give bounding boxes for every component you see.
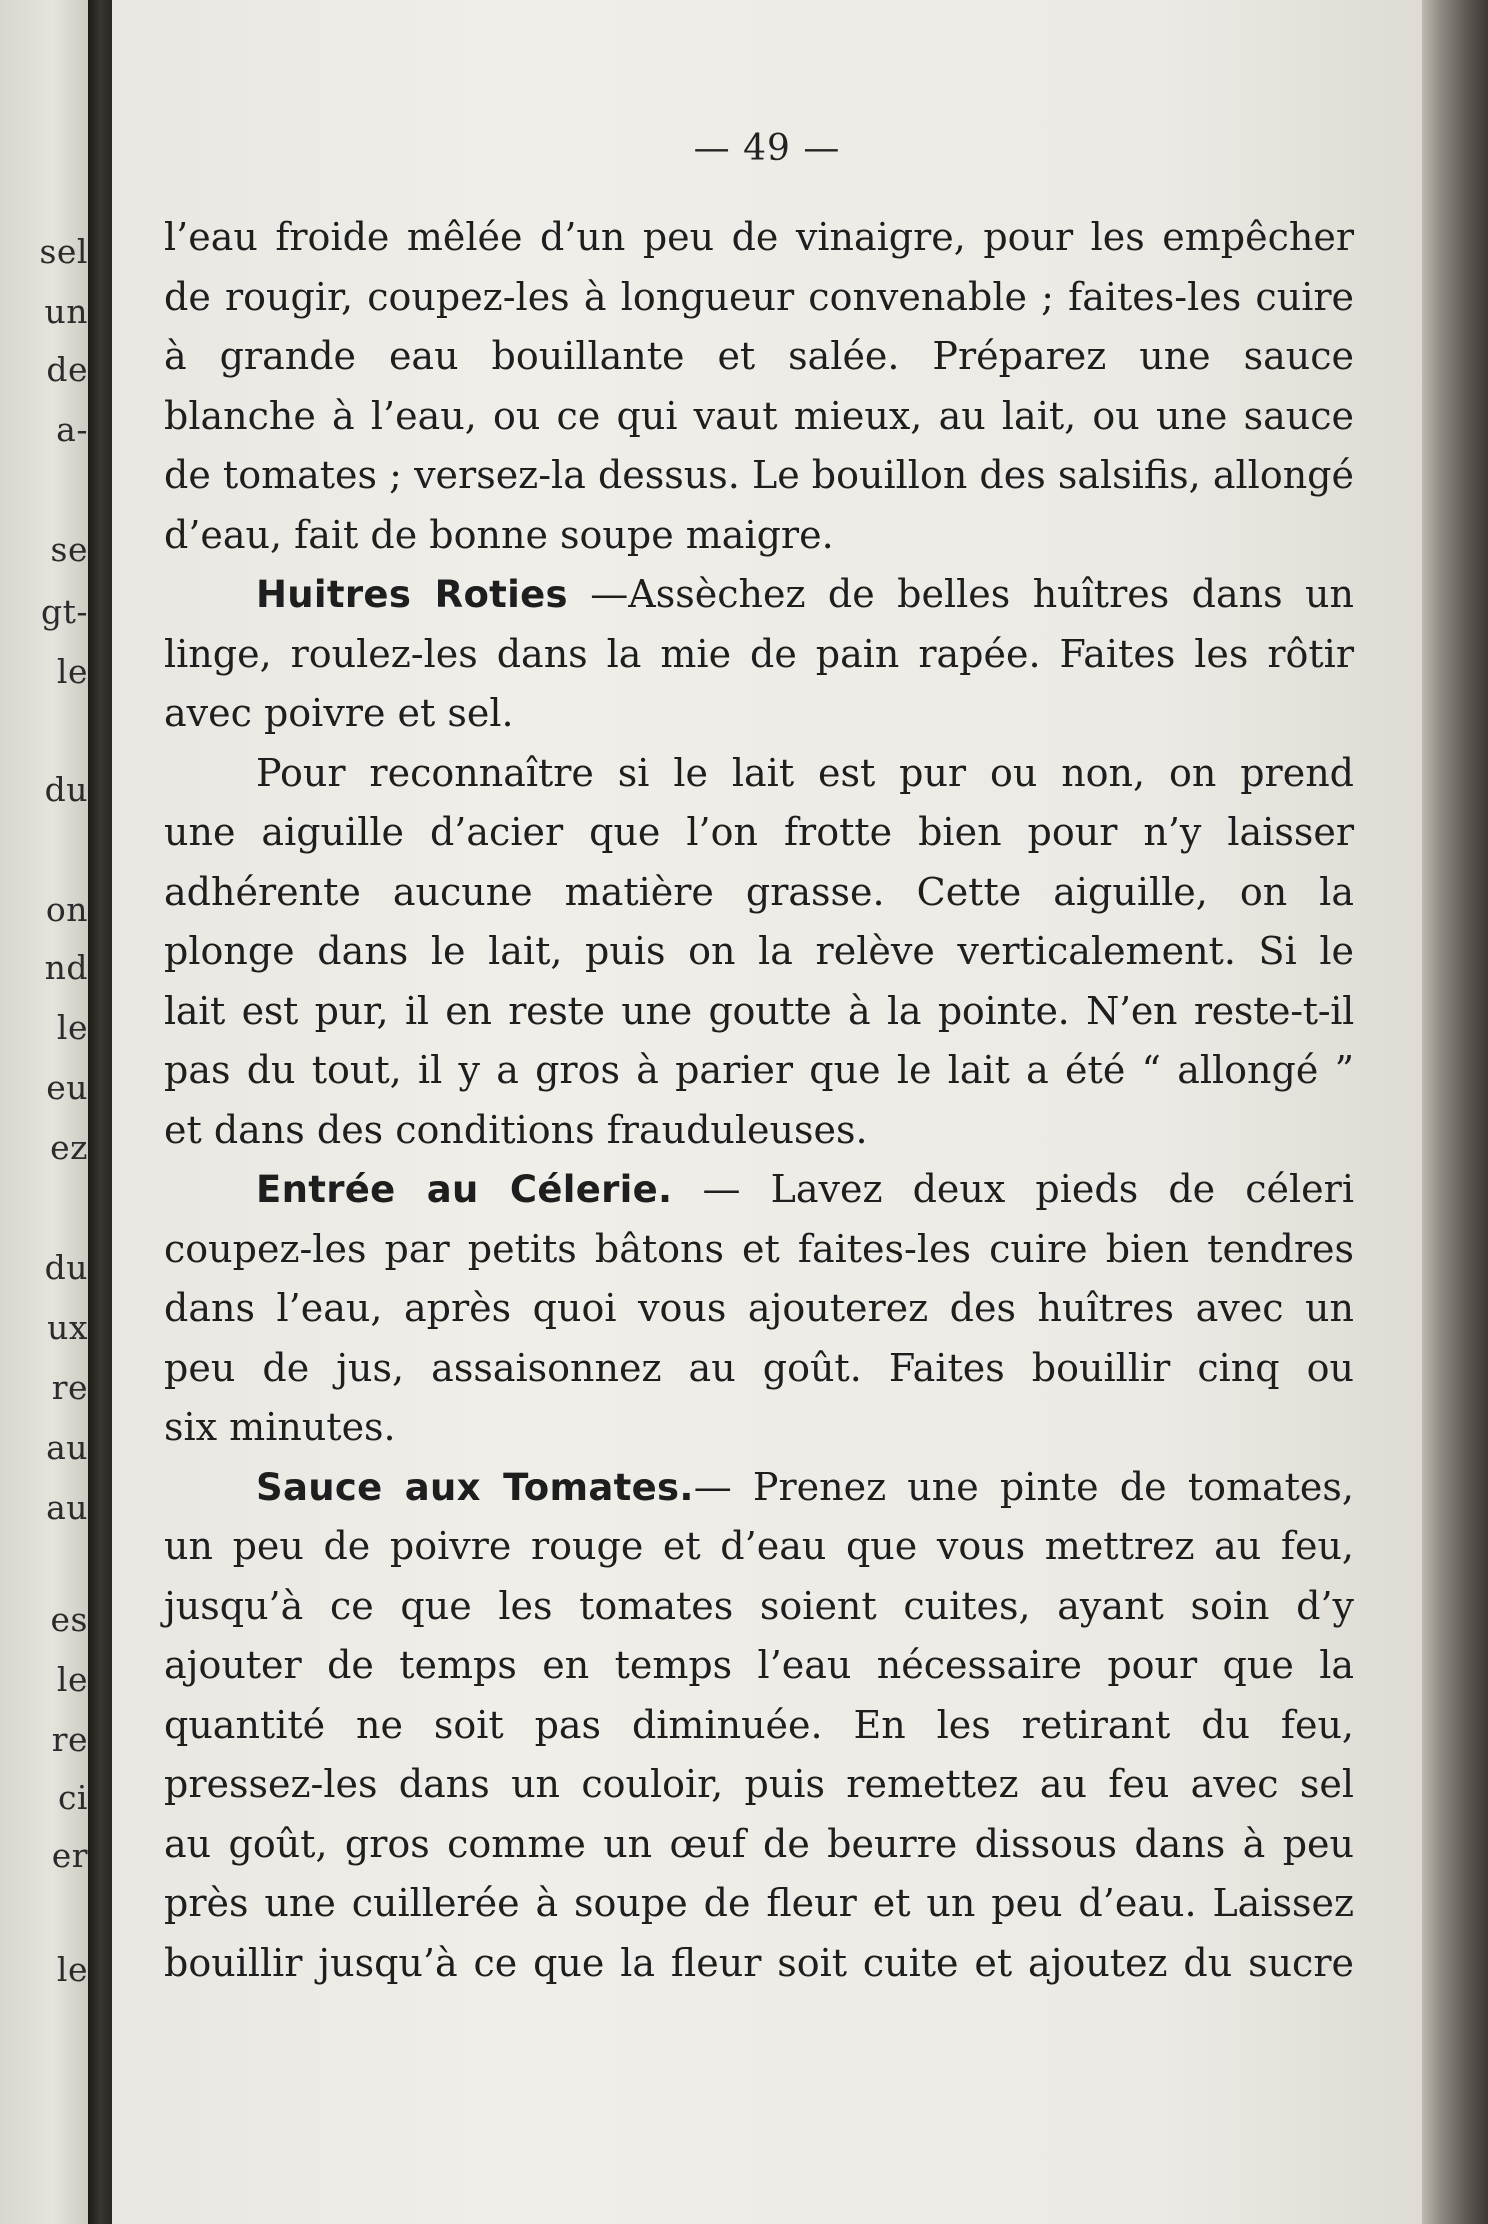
facing-page-fragment: a- [56,410,88,449]
text-line: lait est pur, il en reste une goutte à la pointe. N’en reste-t-il [164,988,1354,1033]
recipe-heading-huitres-roties: Huitres Roties [256,573,568,616]
paragraph-first-line: Pour reconnaître si le lait est pur ou non, on prend [256,750,1354,795]
text-line: jusqu’à ce que les tomates soient cuites, ayant soin d’y [164,1583,1354,1628]
text-line: de tomates ; versez-la dessus. Le bouillon des salsifis, allongé [164,453,1354,497]
text-line: et dans des conditions frauduleuses. [164,1107,868,1152]
facing-page-fragment: eu [46,1068,88,1107]
facing-page-fragment: re [51,1720,88,1759]
page-stack-edge [1422,0,1488,2224]
text-line: près une cuillerée à soupe de fleur et un peu d’eau. Laissez [164,1881,1354,1925]
recipe-first-line [164,1458,1354,1518]
facing-page-fragment: sel [39,232,88,271]
facing-page-fragment: du [44,1248,88,1287]
text-line: pas du tout, il y a gros à parier que le lait a été “ allongé ” [164,1048,1354,1092]
text-line: au goût, gros comme un œuf de beurre dissous dans à peu [164,1821,1354,1866]
facing-page-fragment: nd [44,948,88,987]
facing-page-fragment: le [56,1660,88,1699]
facing-page-fragment: se [50,530,88,569]
facing-page-fragment: du [44,770,88,809]
text-line: six minutes. [164,1405,396,1449]
facing-page-fragment: un [44,292,88,331]
text-line: de rougir, coupez-les à longueur convenable ; faites-les cuire [164,274,1354,319]
text-line: à grande eau bouillante et salée. Préparez une sauce [164,334,1354,378]
facing-page-edge [0,0,88,2224]
text-line: d’eau, fait de bonne soupe maigre. [164,512,834,557]
text-line: pressez-les dans un couloir, puis remettez au feu avec sel [164,1762,1354,1806]
text-line: coupez-les par petits bâtons et faites-les cuire bien tendres [164,1226,1354,1271]
text-line: ajouter de temps en temps l’eau nécessaire pour que la [164,1643,1354,1687]
facing-page-fragment: ez [50,1128,88,1167]
text-line: linge, roulez-les dans la mie de pain rapée. Faites les rôtir [164,631,1354,676]
facing-page-fragment: de [46,350,88,389]
page-text [164,208,1354,1993]
facing-page-fragment: re [51,1368,88,1407]
text-line: une aiguille d’acier que l’on frotte bien pour n’y laisser [164,810,1354,854]
text-line: un peu de poivre rouge et d’eau que vous mettrez au feu, [164,1524,1354,1568]
text-line: peu de jus, assaisonnez au goût. Faites bouillir cinq ou [164,1345,1354,1390]
text-line: plonge dans le lait, puis on la relève verticalement. Si le [164,929,1354,973]
text-line: bouillir jusqu’à ce que la fleur soit cuite et ajoutez du sucre [164,1940,1354,1985]
facing-page-fragment: ux [47,1308,88,1347]
text-line: blanche à l’eau, ou ce qui vaut mieux, au lait, ou une sauce [164,393,1354,438]
facing-page-fragment: es [50,1600,88,1639]
book-page [112,0,1422,2224]
recipe-heading-entree-au-celerie: Entrée au Célerie. [256,1168,673,1211]
book-gutter [88,0,112,2224]
facing-page-fragment: le [56,1008,88,1047]
recipe-first-line [164,565,1354,625]
facing-page-fragment: le [56,1950,88,1989]
text-line: adhérente aucune matière grasse. Cette aiguille, on la [164,869,1354,914]
recipe-heading-sauce-aux-tomates: Sauce aux Tomates. [256,1465,694,1509]
recipe-first-line-text: — Prenez une pinte de tomates, [693,1464,1354,1509]
facing-page-fragment: er [51,1836,88,1875]
facing-page-fragment: au [46,1428,88,1467]
facing-page-fragment: le [56,652,88,691]
recipe-first-line-text: —Assèchez de belles huîtres dans un [567,572,1354,616]
recipe-first-line [164,1160,1354,1220]
facing-page-fragment: au [46,1488,88,1527]
text-line: dans l’eau, après quoi vous ajouterez des huîtres avec un [164,1286,1354,1330]
text-line: l’eau froide mêlée d’un peu de vinaigre, pour les empêcher [164,215,1354,259]
facing-page-fragment: ci [57,1778,88,1817]
recipe-first-line-text: — Lavez deux pieds de céleri [672,1167,1354,1211]
page-number: — 49 — [693,128,841,169]
text-line: avec poivre et sel. [164,691,514,735]
text-line: quantité ne soit pas diminuée. En les retirant du feu, [164,1702,1354,1747]
facing-page-fragment: on [45,890,88,929]
facing-page-fragment: gt- [40,592,88,631]
